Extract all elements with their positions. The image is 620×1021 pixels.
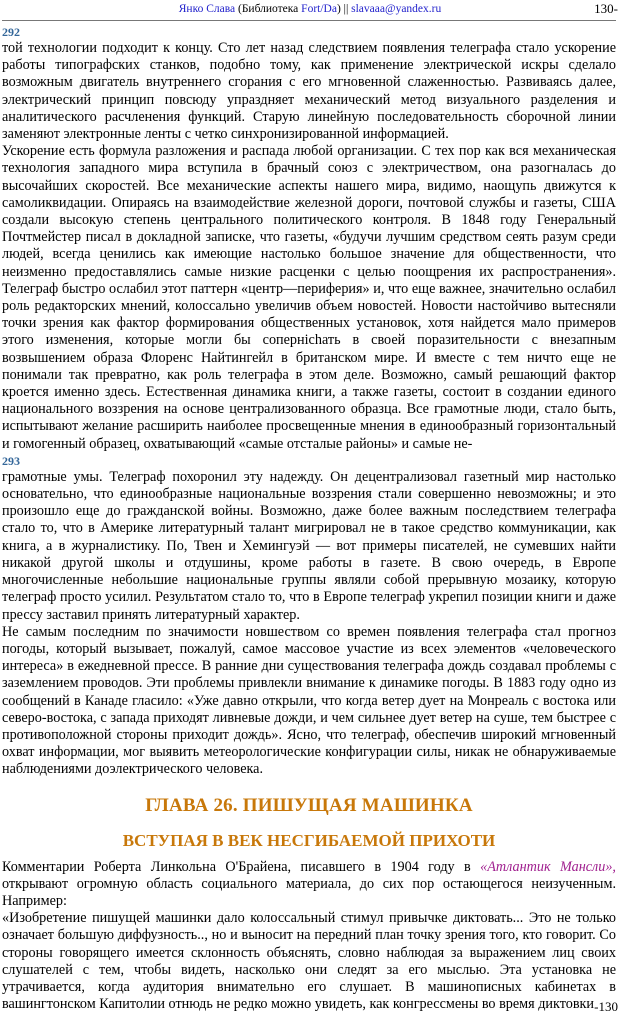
footer-page-number: -130 xyxy=(594,999,618,1014)
chapter-title: ГЛАВА 26. ПИШУЩАЯ МАШИНКА xyxy=(145,794,473,816)
author-link[interactable]: Янко Слава xyxy=(178,3,236,15)
header-page-number: 130- xyxy=(594,1,618,16)
library-close-text: ) || xyxy=(336,3,352,15)
header-citation xyxy=(0,0,620,18)
page-header xyxy=(0,0,620,20)
email-link[interactable]: slavaaa@yandex.ru xyxy=(351,3,442,15)
header-divider xyxy=(2,20,616,21)
library-link[interactable]: Fort/Da xyxy=(301,3,337,15)
paragraph-1: той технологии подходит к концу. Сто лет назад следствием появления телеграфа стало ускорение работы типографских станков, подобно тому, как применение электрической искры сделало возможным двигатель внутреннего сгорания с его мгновенной слаженностью. Развиваясь далее, электрический принцип повсюду упраздняет механический метод визуального разделения и аналитического расчленения функций. Старую линейную последовательность сборочной линии заменяют электронные ленты с четко синхронизированной информацией. xyxy=(2,40,616,143)
paragraph-5 xyxy=(2,859,616,911)
page-marker-292: 292 xyxy=(2,25,20,39)
paragraph-4: Не самым последним по значимости новшеством со времен появления телеграфа стал прогноз погоды, который вызывает, пожалуй, самое массовое участие из всех элементов «человеческого интереса» в ежедневной прессе. В ранние дни существования телеграфа дождь создавал проблемы с заземлением проводов. Эти проблемы привлекли внимание к динамике погоды. В 1883 году одно из сообщений в Канаде гласило: «Уже давно открыли, что когда ветер дует на Монреаль с востока или северо-востока, с запада приходят ливневые дожди, и чем сильнее дует ветер на суше, тем быстрее с противоположной стороны приходит дождь». Ясно, что телеграф, обеспечив широкий мгновенный охват информации, мог выявить метеорологические конфигурации силы, никак не обнаруживаемые наблюдениями доэлектрического человека. xyxy=(2,623,616,778)
paragraph-2: Ускорение есть формула разложения и распада любой организации. С тех пор как вся механическая технология западного мира вступила в брачный союз с электричеством, она разогналась до высочайших скоростей. Все механические аспекты нашего мира, видимо, наощупь движутся к самоликвидации. Опираясь на взаимодействие железной дороги, почтовой службы и газеты, США создали высокую степень центрального политического контроля. В 1848 году Генеральный Почтмейстер писал в докладной записке, что газеты, «будучи лучшим средством сеять разум среди людей, всегда ценились как имеющие настолько большое значение для общественности, что неизменно предоставлялись самые низкие расценки с целью поощрения их распространения». Телеграф быстро ослабил этот паттерн «центр—периферия» и, что еще важнее, значительно ослабил роль редакторских мнений, колоссально увеличив объем новостей. Новости настойчиво вытесняли точки зрения как фактор формирования общественных установок, хотя найдется мало примеров этого изменения, которые могли бы сопернichать в своей поразительности с внезапным возвышением образа Флоренс Найтингейл в британском мире. И вместе с тем ничто еще не понимали так превратно, как роль телеграфа в этом деле. Возможно, самый решающий фактор кроется именно здесь. Естественная динамика книги, а также газеты, состоит в создании единого национального воззрения на основе централизованного образца. Все грамотные люди, стало быть, испытывают желание расширить наиболее просвещенные мнения в единообразный горизонтальный и гомогенный образец, охватывающий «самые отсталые районы» и самые не- xyxy=(2,143,616,452)
page-content xyxy=(2,24,616,1013)
page-marker-293: 293 xyxy=(2,453,20,468)
magazine-name: «Атлантик Мансли», xyxy=(480,858,616,875)
paragraph-6: «Изобретение пишущей машинки дало колоссальный стимул привычке диктовать... Это не только означает большую диффузность.., но и выносит на передний план точку зрения того, кто говорит. Со стороны говорящего имеется склонность объяснять, словно наблюдая за выражением лиц своих слушателей с тем, чтобы видеть, насколько они следят за его мыслью. Эта установка не утрачивается, когда аудитория внимательно его слушает. В машинописных кабинетах в вашингтонском Капитолии отнюдь не редко можно увидеть, как конгрессмены во время диктовки xyxy=(2,910,616,1013)
library-open-text: (Библиотека xyxy=(235,3,302,15)
paragraph-5-start: Комментарии Роберта Линкольна О'Брайена, писавшего в 1904 году в xyxy=(2,858,481,875)
paragraph-5-end: открывают огромную область социального материала, до сих пор остающегося неизученным. Например: xyxy=(2,875,616,909)
paragraph-3: грамотные умы. Телеграф похоронил эту надежду. Он децентрализовал газетный мир настолько основательно, что единообразные национальные воззрения стали совершенно невозможны; и это произошло еще до гражданской войны. Возможно, даже более важным последствием телеграфа стало то, что в Америке литературный талант мигрировал не в такое средство коммуникации, как книга, а в журналистику. По, Твен и Хемингуэй — вот примеры писателей, не сумевших найти никакой другой школы и отдушины, кроме работы в газете. В свою очередь, в Европе многочисленные небольшие национальные группы являли собой прерывную мозаику, которую телеграф просто усилил. Результатом стало то, что в Европе телеграф укрепил позиции книги и даже прессу заставил принять литературный характер. xyxy=(2,468,616,623)
subchapter-title: ВСТУПАЯ В ВЕК НЕСГИБАЕМОЙ ПРИХОТИ xyxy=(122,830,496,850)
